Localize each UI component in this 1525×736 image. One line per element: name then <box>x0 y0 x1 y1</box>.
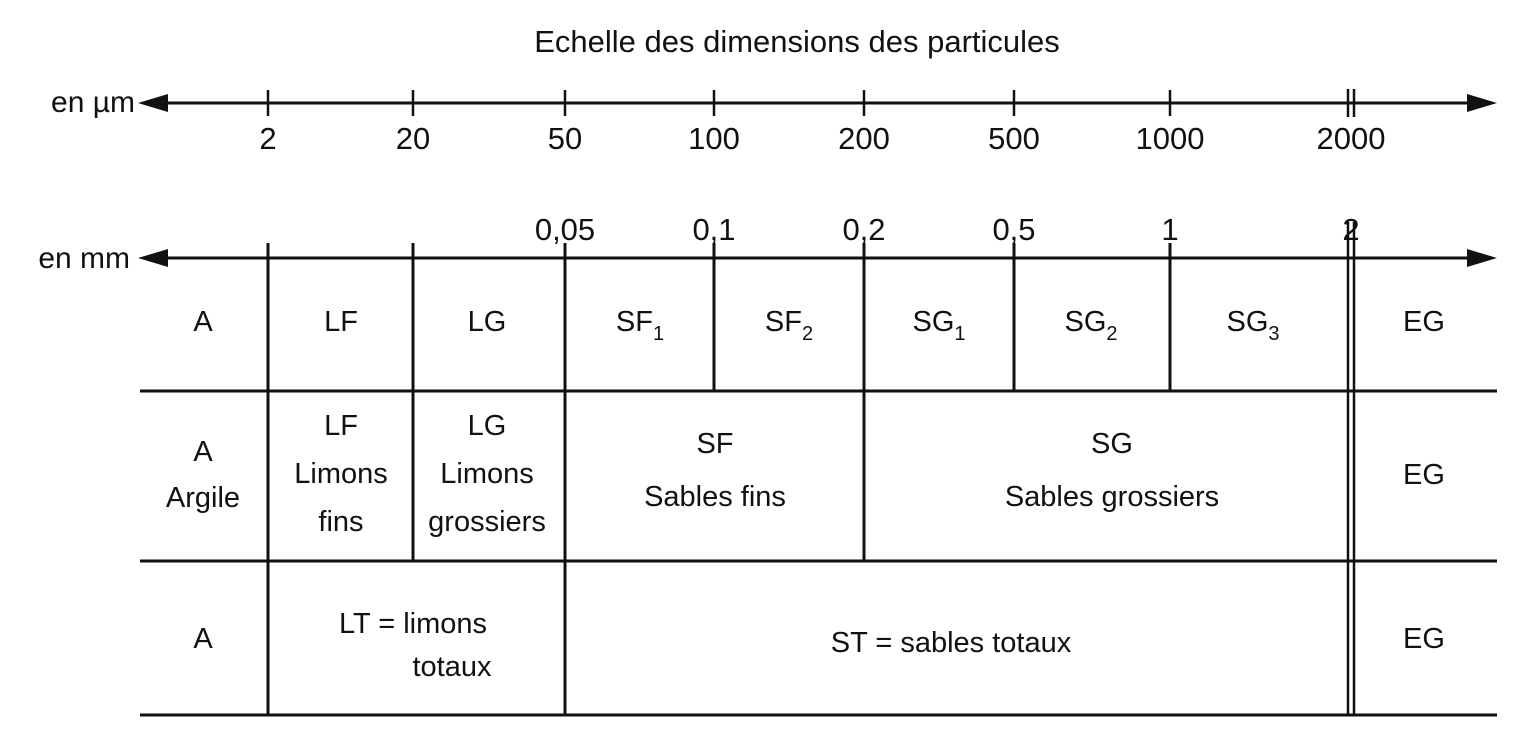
mm-tick-label: 1 <box>1161 212 1179 247</box>
cell-text-line: LG <box>467 306 507 338</box>
cell-text-line: LF <box>324 410 358 442</box>
cell-text-line: A <box>193 306 213 338</box>
um-tick-label: 2000 <box>1316 121 1386 156</box>
classification-cell-r2-c1 <box>166 436 240 514</box>
classification-cell-r3-c2 <box>339 608 492 683</box>
mm-tick-label: 0,5 <box>992 212 1036 247</box>
cell-subscript: 3 <box>1268 323 1280 345</box>
mm-axis-label: en mm <box>38 242 130 275</box>
classification-cell-r1-c3 <box>468 306 507 338</box>
cell-subscript: 2 <box>1106 323 1118 345</box>
classification-cell-r3-c3 <box>831 627 1072 659</box>
cell-text-line: SF <box>696 428 734 460</box>
um-axis-right-arrowhead <box>1467 94 1497 112</box>
cell-text-line: LF <box>324 306 358 338</box>
classification-cell-r1-c7 <box>1064 306 1117 345</box>
um-tick-label: 200 <box>838 121 890 156</box>
um-axis <box>51 86 1497 156</box>
cell-text-line: $SF_1$ <box>615 306 665 345</box>
classification-cell-r1-c9 <box>1403 306 1445 338</box>
um-axis-label: en µm <box>51 86 135 119</box>
classification-cell-r3-c1 <box>193 623 213 655</box>
mm-tick-label: 0,2 <box>842 212 886 247</box>
classification-cell-r2-c2 <box>294 410 388 538</box>
cell-text-line: grossiers <box>428 506 546 538</box>
cell-text-line: Limons <box>294 458 388 490</box>
cell-text-line: Argile <box>165 482 241 514</box>
cell-text-line: Sables grossiers <box>1004 481 1220 513</box>
um-tick-label: 100 <box>688 121 740 156</box>
cell-text-line: $SG_3$ <box>1226 306 1280 345</box>
cell-text-line: EG <box>1403 306 1445 338</box>
cell-text-line: EG <box>1403 623 1445 655</box>
cell-text-line: totaux <box>412 651 492 683</box>
classification-cell-r2-c5 <box>1005 428 1219 513</box>
cell-text-line: A <box>193 436 213 468</box>
mm-axis <box>38 212 1497 275</box>
um-tick-label: 2 <box>259 121 277 156</box>
cell-text-line: LG <box>467 410 507 442</box>
classification-cell-r1-c6 <box>912 306 965 345</box>
classification-cell-r2-c6 <box>1403 459 1445 491</box>
cell-subscript: 1 <box>652 323 665 345</box>
classification-cell-r2-c3 <box>428 410 546 538</box>
cell-text-line: Limons <box>440 458 534 490</box>
cell-text-line: $SG_2$ <box>1064 306 1118 345</box>
mm-axis-left-arrowhead <box>138 249 168 267</box>
cell-subscript: 2 <box>801 323 814 345</box>
cell-text-line: Sables fins <box>644 481 786 513</box>
classification-cell-r1-c8 <box>1226 306 1279 345</box>
classification-cell-r1-c4 <box>616 306 664 345</box>
cell-subscript: 1 <box>954 323 966 345</box>
cell-text-line: EG <box>1403 459 1445 491</box>
cell-text-line: LT = limons <box>338 608 488 640</box>
cell-text-line: fins <box>318 506 364 538</box>
um-tick-label: 20 <box>395 121 431 156</box>
um-axis-left-arrowhead <box>138 94 168 112</box>
diagram-title: Echelle des dimensions des particules <box>534 24 1060 59</box>
cell-text-line: $SG_1$ <box>912 306 966 345</box>
mm-axis-right-arrowhead <box>1467 249 1497 267</box>
cell-text-line: ST = sables totaux <box>830 627 1072 659</box>
classification-cell-r1-c2 <box>324 306 358 338</box>
um-tick-label: 1000 <box>1135 121 1205 156</box>
um-tick-label: 50 <box>547 121 583 156</box>
classification-cell-r2-c4 <box>644 428 786 513</box>
mm-tick-label: 0,05 <box>534 212 596 247</box>
cell-text-line: SG <box>1091 428 1133 460</box>
classification-cell-r1-c5 <box>765 306 813 345</box>
classification-cell-r1-c1 <box>193 306 213 338</box>
cell-text-line: $SF_2$ <box>764 306 814 345</box>
mm-tick-label: 2 <box>1342 212 1360 247</box>
um-tick-label: 500 <box>988 121 1040 156</box>
mm-tick-label: 0,1 <box>692 212 736 247</box>
cell-text-line: A <box>193 623 213 655</box>
classification-cell-r3-c4 <box>1403 623 1445 655</box>
